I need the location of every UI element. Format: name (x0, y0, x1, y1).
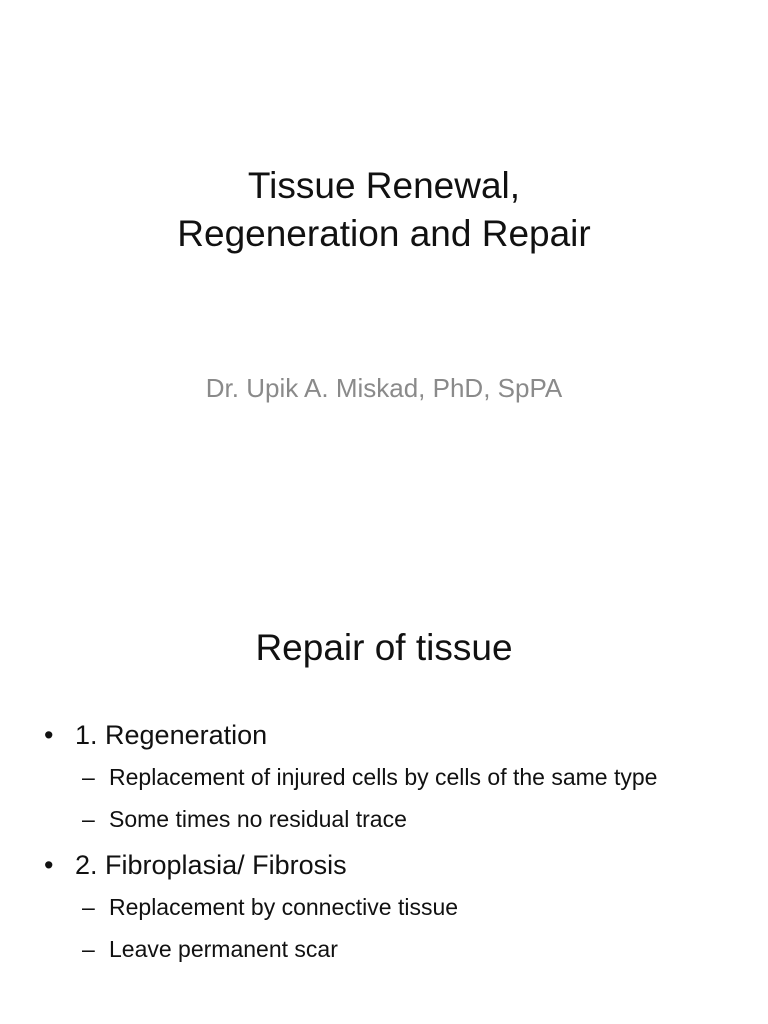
title-line-1: Tissue Renewal, (247, 165, 521, 206)
sub-bullet-item (0, 760, 768, 795)
bullet-list (0, 714, 768, 974)
bullet-label: 1. Regeneration (75, 720, 268, 750)
sub-bullet-item (0, 890, 768, 925)
title-line-2: Regeneration and Repair (177, 213, 591, 254)
author-subtitle: Dr. Upik A. Miskad, PhD, SpPA (205, 373, 563, 403)
dash-marker: – (82, 764, 95, 790)
slide-heading: Repair of tissue (255, 627, 513, 668)
bullet-item-regeneration (0, 714, 768, 756)
slide-repair-of-tissue (0, 576, 768, 1024)
dash-marker: – (82, 936, 95, 962)
dash-marker: – (82, 806, 95, 832)
bullet-item-fibroplasia (0, 844, 768, 886)
bullet-label: 2. Fibroplasia/ Fibrosis (75, 850, 347, 880)
sub-bullet-item (0, 932, 768, 967)
sub-bullet-text: Replacement by connective tissue (109, 894, 459, 920)
bullet-marker: • (44, 720, 54, 750)
dash-marker: – (82, 894, 95, 920)
bullet-marker: • (44, 850, 54, 880)
sub-bullet-text: Some times no residual trace (109, 806, 407, 832)
sub-bullet-text: Replacement of injured cells by cells of the same type (109, 764, 658, 790)
sub-bullet-text: Leave permanent scar (109, 936, 338, 962)
slide-title-block (0, 162, 768, 258)
sub-bullet-item (0, 802, 768, 837)
